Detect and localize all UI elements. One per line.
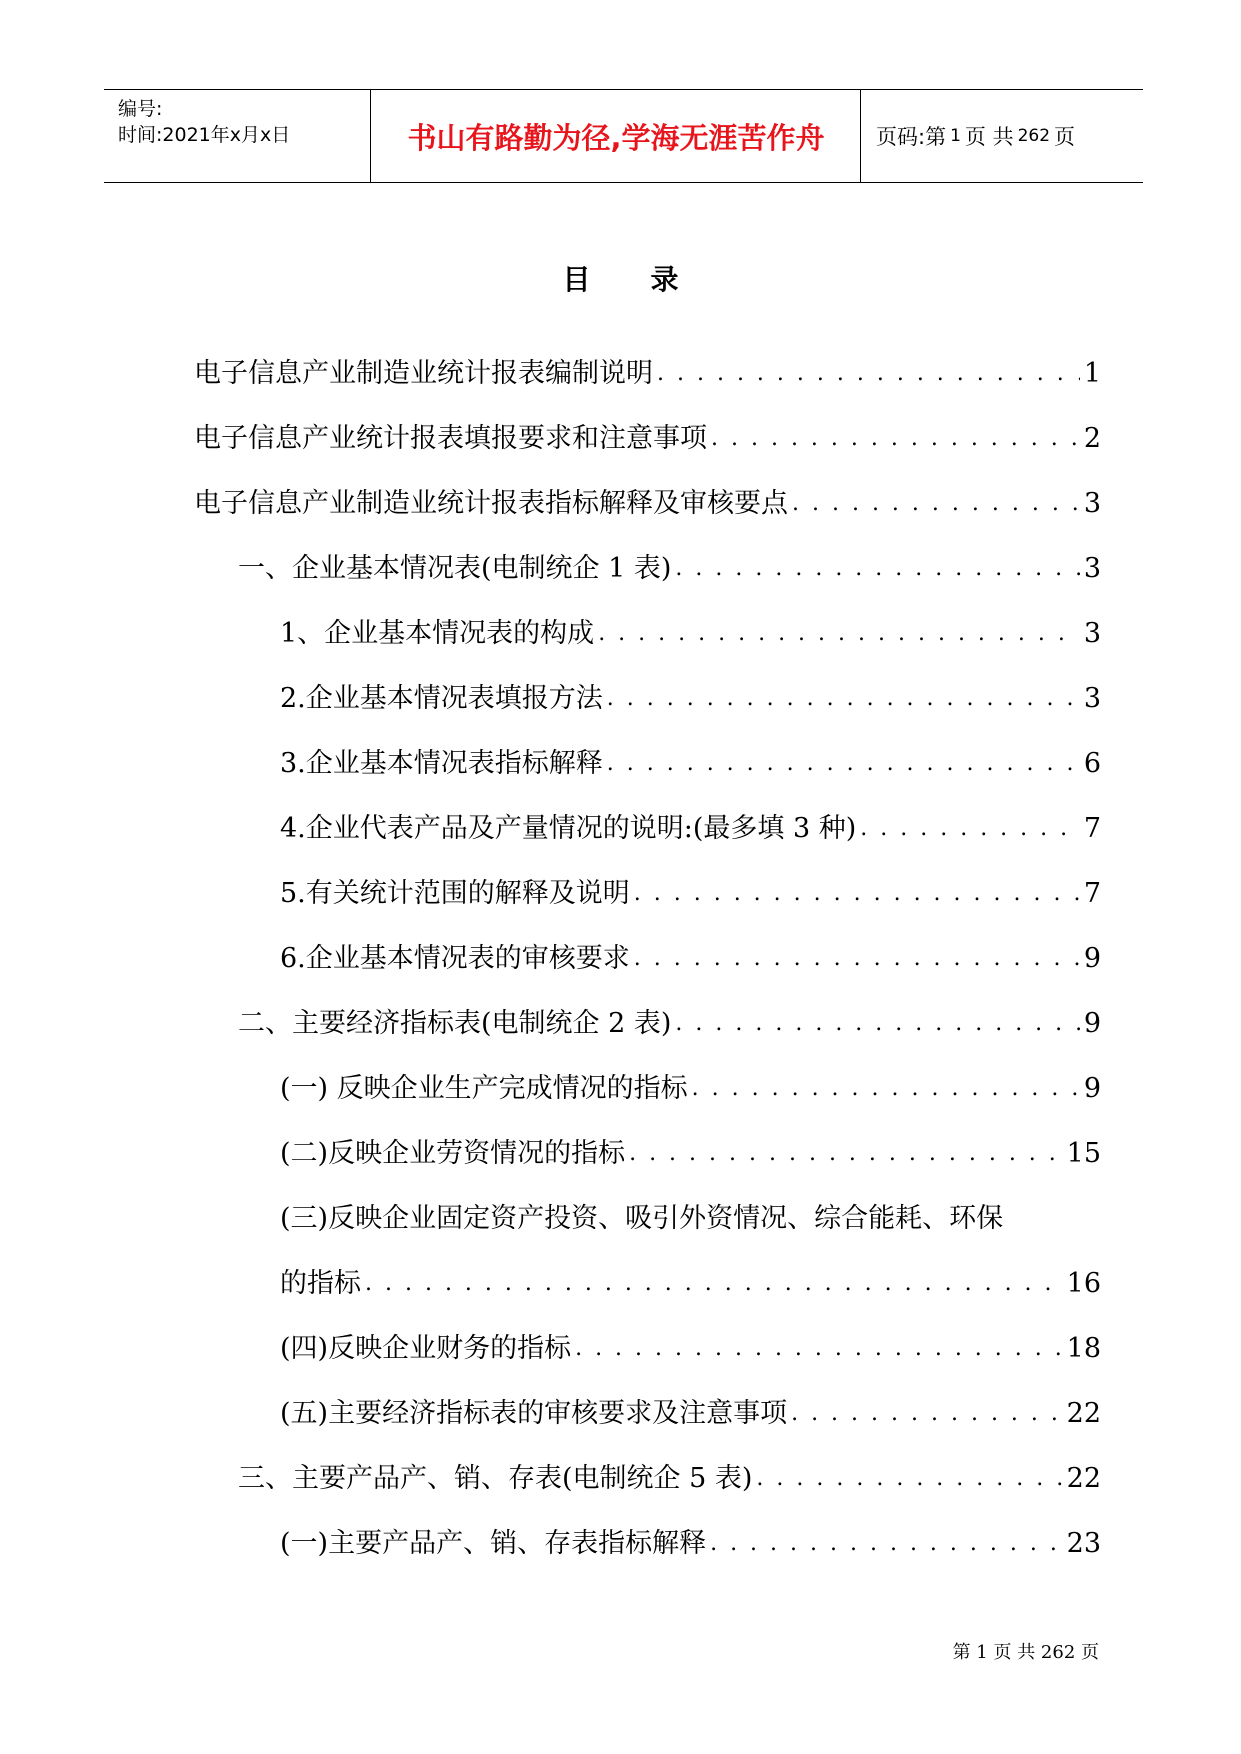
- toc-leader-dots: [791, 1394, 1063, 1434]
- toc-entry-page: 3: [1083, 618, 1101, 649]
- toc-leader-dots: [710, 1524, 1063, 1564]
- toc-entry-text: (五)主要经济指标表的审核要求及注意事项: [280, 1398, 788, 1429]
- toc-entry-page: 3: [1083, 683, 1101, 714]
- toc-entry-page: 9: [1083, 1008, 1101, 1039]
- toc-entry-page: 22: [1066, 1463, 1101, 1494]
- header-page-suffix: 页: [1054, 125, 1076, 149]
- toc-entry-text: (四)反映企业财务的指标: [280, 1333, 572, 1364]
- toc-entry-page: 6: [1083, 748, 1101, 779]
- toc-entry-text: 电子信息产业制造业统计报表指标解释及审核要点: [194, 488, 788, 519]
- toc-entry[interactable]: [194, 354, 1101, 394]
- toc-entry-page: 15: [1066, 1138, 1101, 1169]
- toc-leader-dots: [629, 1134, 1063, 1174]
- toc-entry-text: 5.有关统计范围的解释及说明: [280, 878, 630, 909]
- toc-entry-text: 电子信息产业统计报表填报要求和注意事项: [194, 423, 707, 454]
- header-page-info: [876, 90, 1075, 182]
- toc-leader-dots: [756, 1459, 1062, 1499]
- toc-entry[interactable]: [238, 1459, 1101, 1499]
- toc-entry-text: 二、主要经济指标表(电制统企 2 表): [238, 1008, 672, 1039]
- header-motto: 书山有路勤为径,学海无涯苦作舟: [407, 120, 825, 155]
- toc-leader-dots: [575, 1329, 1063, 1369]
- toc-entry[interactable]: [280, 939, 1101, 979]
- toc-entry-text: 的指标: [280, 1268, 361, 1299]
- toc-leader-dots: [657, 354, 1080, 394]
- toc-entry-text: (一) 反映企业生产完成情况的指标: [280, 1073, 688, 1104]
- page-footer: 第 1 页 共 262 页: [952, 1642, 1099, 1663]
- toc-entry-text: 一、企业基本情况表(电制统企 1 表): [238, 553, 672, 584]
- toc-entry[interactable]: [280, 1069, 1101, 1109]
- toc-leader-dots: [634, 939, 1080, 979]
- toc-leader-dots: [607, 679, 1080, 719]
- toc-entry-page: 22: [1066, 1398, 1101, 1429]
- toc-leader-dots: [792, 484, 1080, 524]
- toc-entry-page: 16: [1066, 1268, 1101, 1299]
- toc-entry[interactable]: [280, 679, 1101, 719]
- toc-leader-dots: [860, 809, 1080, 849]
- toc-title: 目录: [562, 263, 739, 296]
- toc-entry[interactable]: [194, 484, 1101, 524]
- toc-entry[interactable]: [280, 874, 1101, 914]
- toc-entry-page: 7: [1083, 878, 1101, 909]
- toc-entry-text: 3.企业基本情况表指标解释: [280, 748, 603, 779]
- toc-entry-text: 1、企业基本情况表的构成: [280, 618, 595, 649]
- toc-entry[interactable]: [280, 1134, 1101, 1174]
- toc-entry[interactable]: [280, 1264, 1101, 1304]
- toc-entry[interactable]: [238, 549, 1101, 589]
- toc-entry-page: 18: [1066, 1333, 1101, 1364]
- header-page-total: 262: [1017, 126, 1051, 146]
- toc-leader-dots: [675, 1004, 1079, 1044]
- toc-entry-text: 三、主要产品产、销、存表(电制统企 5 表): [238, 1463, 753, 1494]
- toc-entry-text: 6.企业基本情况表的审核要求: [280, 943, 630, 974]
- toc-entry-text: (一)主要产品产、销、存表指标解释: [280, 1528, 707, 1559]
- toc-entry[interactable]: [280, 809, 1101, 849]
- toc-leader-dots: [598, 614, 1080, 654]
- page-header: [104, 89, 1143, 183]
- toc-entry-page: 9: [1083, 1073, 1101, 1104]
- toc-leader-dots: [634, 874, 1080, 914]
- toc-entry-text: 4.企业代表产品及产量情况的说明:(最多填 3 种): [280, 813, 857, 844]
- toc-entry-page: 23: [1066, 1528, 1101, 1559]
- toc-entry-page: 1: [1083, 358, 1101, 389]
- header-number-label: 编号:: [118, 98, 163, 120]
- toc-entry-text: 电子信息产业制造业统计报表编制说明: [194, 358, 653, 389]
- toc-entry[interactable]: [280, 1394, 1101, 1434]
- toc-entry[interactable]: [280, 1524, 1101, 1564]
- toc-leader-dots: [365, 1264, 1063, 1304]
- toc-entry[interactable]: [194, 419, 1101, 459]
- toc-entry-page: 3: [1083, 488, 1101, 519]
- header-page-prefix: 页码:第: [876, 125, 947, 149]
- toc-entry-page: 2: [1083, 423, 1101, 454]
- header-time-label: 时间:2021年x月x日: [118, 124, 291, 146]
- toc-leader-dots: [675, 549, 1079, 589]
- toc-entry[interactable]: [280, 614, 1101, 654]
- toc-entry-page: 7: [1083, 813, 1101, 844]
- header-divider-left: [370, 90, 371, 182]
- toc-entry-page: 3: [1083, 553, 1101, 584]
- toc-leader-dots: [692, 1069, 1080, 1109]
- header-page-current: 1: [950, 126, 961, 146]
- toc-entry-page: 9: [1083, 943, 1101, 974]
- toc-entry[interactable]: [280, 1329, 1101, 1369]
- header-meta: [118, 90, 370, 182]
- toc-entry-text: 2.企业基本情况表填报方法: [280, 683, 603, 714]
- toc-leader-dots: [711, 419, 1080, 459]
- toc-entry[interactable]: [238, 1004, 1101, 1044]
- toc-leader-dots: [607, 744, 1080, 784]
- toc-entry-text: (二)反映企业劳资情况的指标: [280, 1138, 626, 1169]
- toc-entry-text[interactable]: (三)反映企业固定资产投资、吸引外资情况、综合能耗、环保: [280, 1203, 1004, 1234]
- header-page-middle: 页 共: [964, 125, 1014, 149]
- toc-entry[interactable]: [280, 744, 1101, 784]
- header-divider-right: [860, 90, 861, 182]
